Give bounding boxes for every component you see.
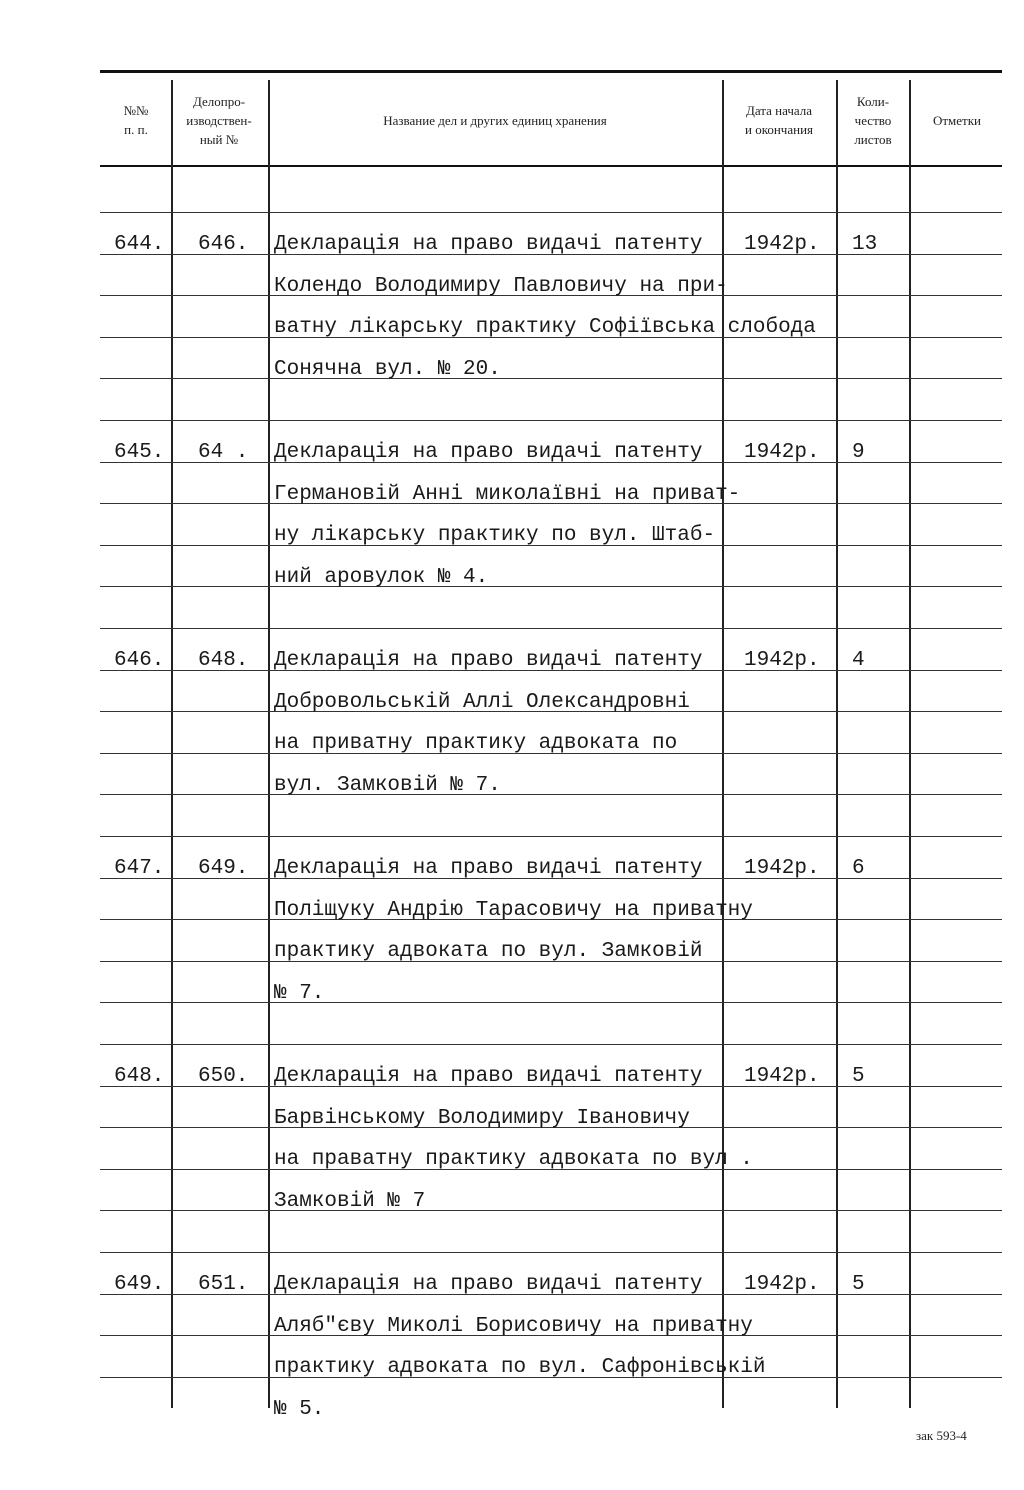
record-title-line: Барвінському Володимиру Івановичу [274, 1107, 690, 1130]
record-title-line: № 5. [274, 1398, 325, 1421]
ruled-line [100, 212, 1002, 213]
record-title-line: ний аровулок № 4. [274, 566, 489, 589]
record-title-line: практику адвоката по вул. Замковій [274, 940, 703, 963]
record-title-line: ну лікарську практику по вул. Штаб- [274, 524, 716, 547]
ruled-line [100, 378, 1002, 379]
footer-order-code: зак 593-4 [916, 1428, 967, 1443]
ruled-line [100, 1044, 1002, 1045]
office-number: 651. [198, 1273, 249, 1296]
header-notes: Отметки [932, 112, 982, 128]
record-title-line: Декларація на право видачі патенту [274, 233, 703, 256]
record-sheets: 13 [852, 233, 878, 256]
record-title-line: Декларація на право видачі патенту [274, 857, 703, 880]
record-title-line: ватну лікарську практику Софіївська слобода [274, 316, 816, 339]
row-number: 644. [114, 233, 165, 256]
header-dates: Дата начала и окончания [744, 103, 814, 137]
record-title-line: Германовій Анні миколаївні на приват- [274, 483, 741, 506]
record-date: 1942р. [744, 441, 820, 464]
record-title-line: Замковій № 7 [274, 1190, 426, 1213]
record-date: 1942р. [744, 1273, 820, 1296]
record-title-line: Колендо Володимиру Павловичу на при- [274, 275, 728, 298]
record-date: 1942р. [744, 857, 820, 880]
header-sheets: Коли- чество листов [854, 93, 892, 147]
record-title-line: на приватну практику адвоката по [274, 732, 678, 755]
ruled-line [100, 1002, 1002, 1003]
record-title-line: Декларація на право видачі патенту [274, 1065, 703, 1088]
ruled-line [100, 794, 1002, 795]
table-header-rule [100, 165, 1002, 167]
column-divider [268, 80, 270, 1408]
column-divider [836, 80, 838, 1408]
office-number: 64 . [198, 441, 249, 464]
column-divider [171, 80, 173, 1408]
record-title-line: Аляб"єву Миколі Борисовичу на приватну [274, 1315, 753, 1338]
row-number: 648. [114, 1065, 165, 1088]
record-title-line: Сонячна вул. № 20. [274, 358, 501, 381]
row-number: 647. [114, 857, 165, 880]
record-date: 1942р. [744, 1065, 820, 1088]
record-sheets: 6 [852, 857, 865, 880]
office-number: 648. [198, 649, 249, 672]
record-date: 1942р. [744, 233, 820, 256]
record-date: 1942р. [744, 649, 820, 672]
record-title-line: Декларація на право видачі патенту [274, 441, 703, 464]
record-title-line: на праватну практику адвоката по вул . [274, 1148, 753, 1171]
header-office-number: Делопро- изводствен- ный № [186, 93, 252, 147]
record-sheets: 5 [852, 1065, 865, 1088]
record-sheets: 5 [852, 1273, 865, 1296]
office-number: 650. [198, 1065, 249, 1088]
ruled-line [100, 628, 1002, 629]
record-sheets: 9 [852, 441, 865, 464]
ruled-line [100, 1252, 1002, 1253]
office-number: 646. [198, 233, 249, 256]
record-title-line: практику адвоката по вул. Сафронівській [274, 1356, 766, 1379]
header-title: Название дел и других единиц хранения [383, 112, 607, 128]
ruled-line [100, 1210, 1002, 1211]
ruled-line [100, 586, 1002, 587]
record-title-line: № 7. [274, 982, 325, 1005]
record-title-line: Поліщуку Андрію Тарасовичу на приватну [274, 899, 753, 922]
row-number: 649. [114, 1273, 165, 1296]
record-title-line: Декларація на право видачі патенту [274, 649, 703, 672]
table-top-rule [100, 70, 1002, 73]
record-title-line: Добровольській Аллі Олександровні [274, 691, 690, 714]
record-sheets: 4 [852, 649, 865, 672]
ruled-line [100, 836, 1002, 837]
record-title-line: вул. Замковій № 7. [274, 774, 501, 797]
record-title-line: Декларація на право видачі патенту [274, 1273, 703, 1296]
office-number: 649. [198, 857, 249, 880]
row-number: 646. [114, 649, 165, 672]
column-divider [909, 80, 911, 1408]
header-row-number: №№ п. п. [123, 103, 149, 137]
ruled-line [100, 420, 1002, 421]
row-number: 645. [114, 441, 165, 464]
